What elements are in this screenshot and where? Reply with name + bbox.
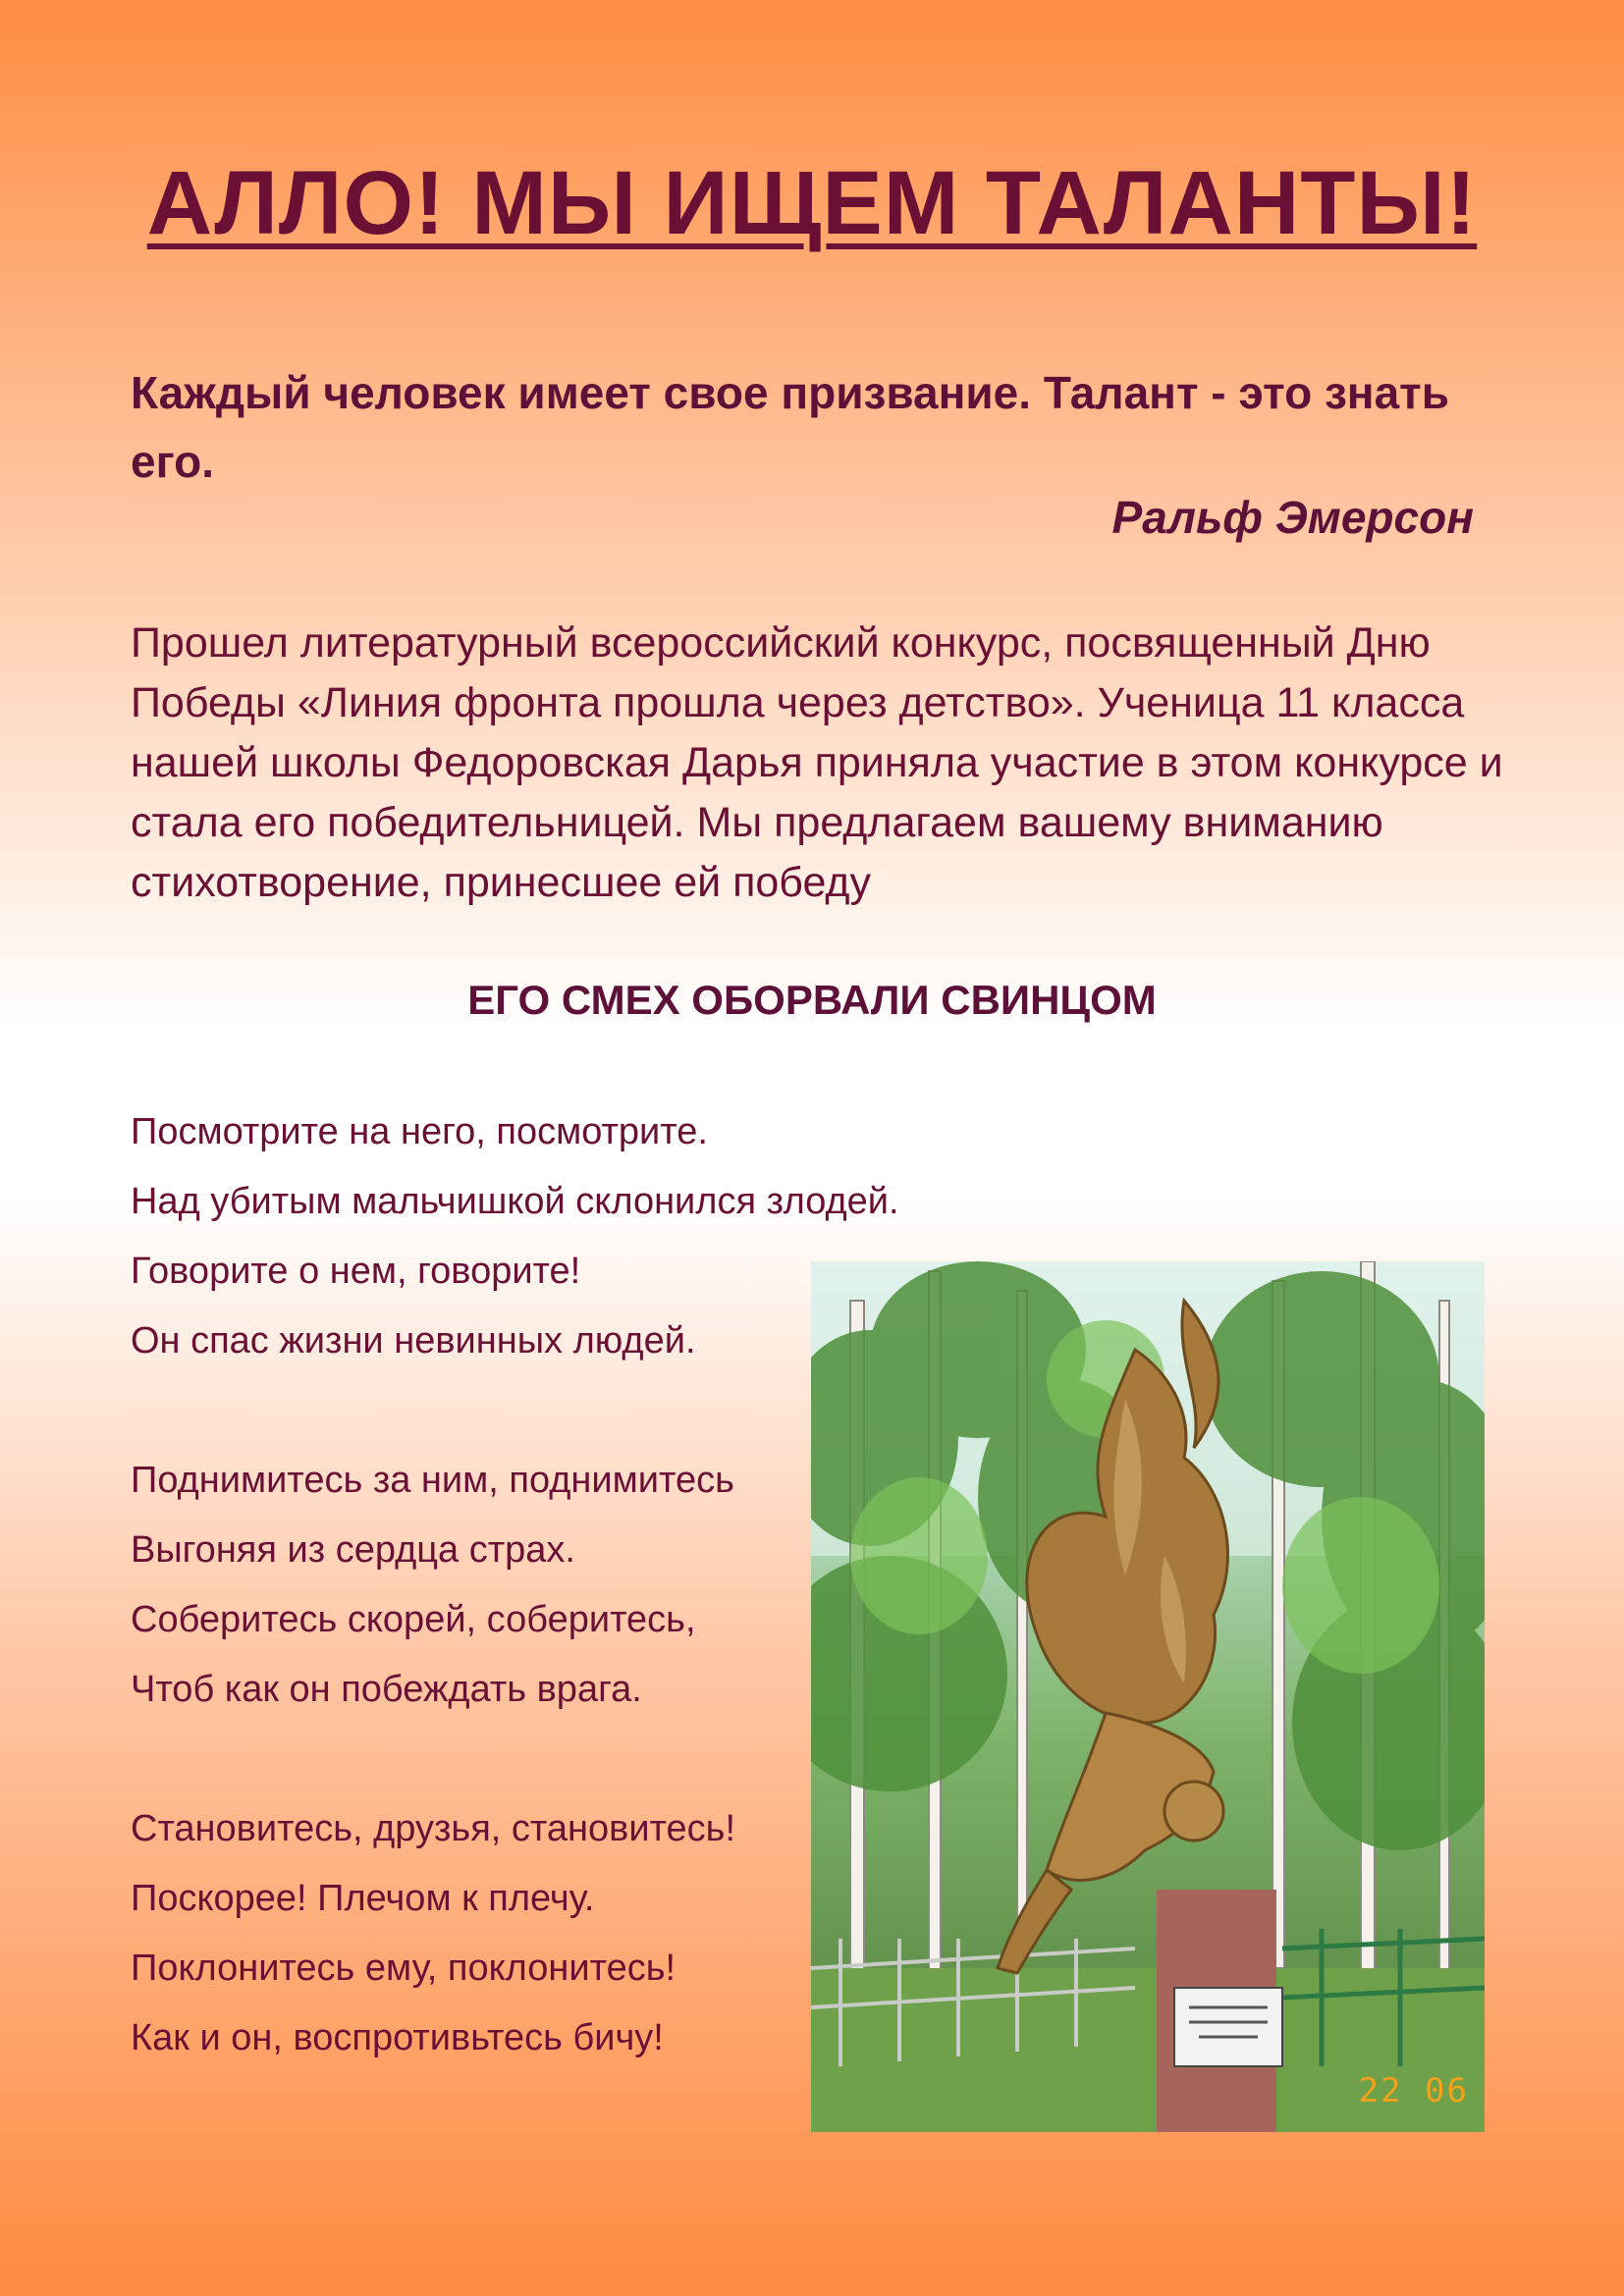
poem-line: Поклонитесь ему, поклонитесь!	[131, 1948, 677, 1989]
poem-stanza-2	[131, 1446, 818, 1725]
poem-title: ЕГО СМЕХ ОБОРВАЛИ СВИНЦОМ	[467, 977, 1157, 1023]
poem-line: Он спас жизни невинных людей.	[131, 1320, 696, 1362]
poem-line: Чтоб как он побеждать врага.	[131, 1669, 642, 1710]
poem-line: Поскорее! Плечом к плечу.	[131, 1878, 595, 1919]
page-title: АЛЛО! МЫ ИЩЕМ ТАЛАНТЫ!	[146, 153, 1478, 253]
poem-line: Посмотрите на него, посмотрите.	[131, 1111, 708, 1152]
intro-paragraph: Прошел литературный всероссийский конкурс, посвященный Дню Победы «Линия фронта прошла через детство». Ученица 11 класса нашей школы Федоровская Дарья приняла участие в этом конкурсе и стала его победительницей. Мы предлагаем вашему вниманию стихотворение, принесшее ей победу	[131, 619, 1503, 906]
poem-stanza-3	[131, 1794, 818, 2073]
poem-line: Становитесь, друзья, становитесь!	[131, 1808, 736, 1849]
poem-line: Выгоняя из сердца страх.	[131, 1529, 575, 1571]
poem-line: Как и он, воспротивьтесь бичу!	[131, 2017, 664, 2058]
monument-illustration	[811, 1261, 1485, 2132]
poem-line: Соберитесь скорей, соберитесь,	[131, 1599, 696, 1640]
poem-stanza-1	[131, 1097, 899, 1376]
epigraph-author: Ральф Эмерсон	[1111, 492, 1474, 543]
poem-line: Говорите о нем, говорите!	[131, 1251, 581, 1292]
monument-photo	[811, 1261, 1485, 2132]
epigraph-text: Каждый человек имеет свое призвание. Талант - это знать его.	[131, 367, 1449, 487]
poem-line: Над убитым мальчишкой склонился злодей.	[131, 1181, 899, 1222]
poem-line: Поднимитесь за ним, поднимитесь	[131, 1460, 734, 1501]
photo-date-stamp: 22 06	[1358, 2071, 1469, 2110]
